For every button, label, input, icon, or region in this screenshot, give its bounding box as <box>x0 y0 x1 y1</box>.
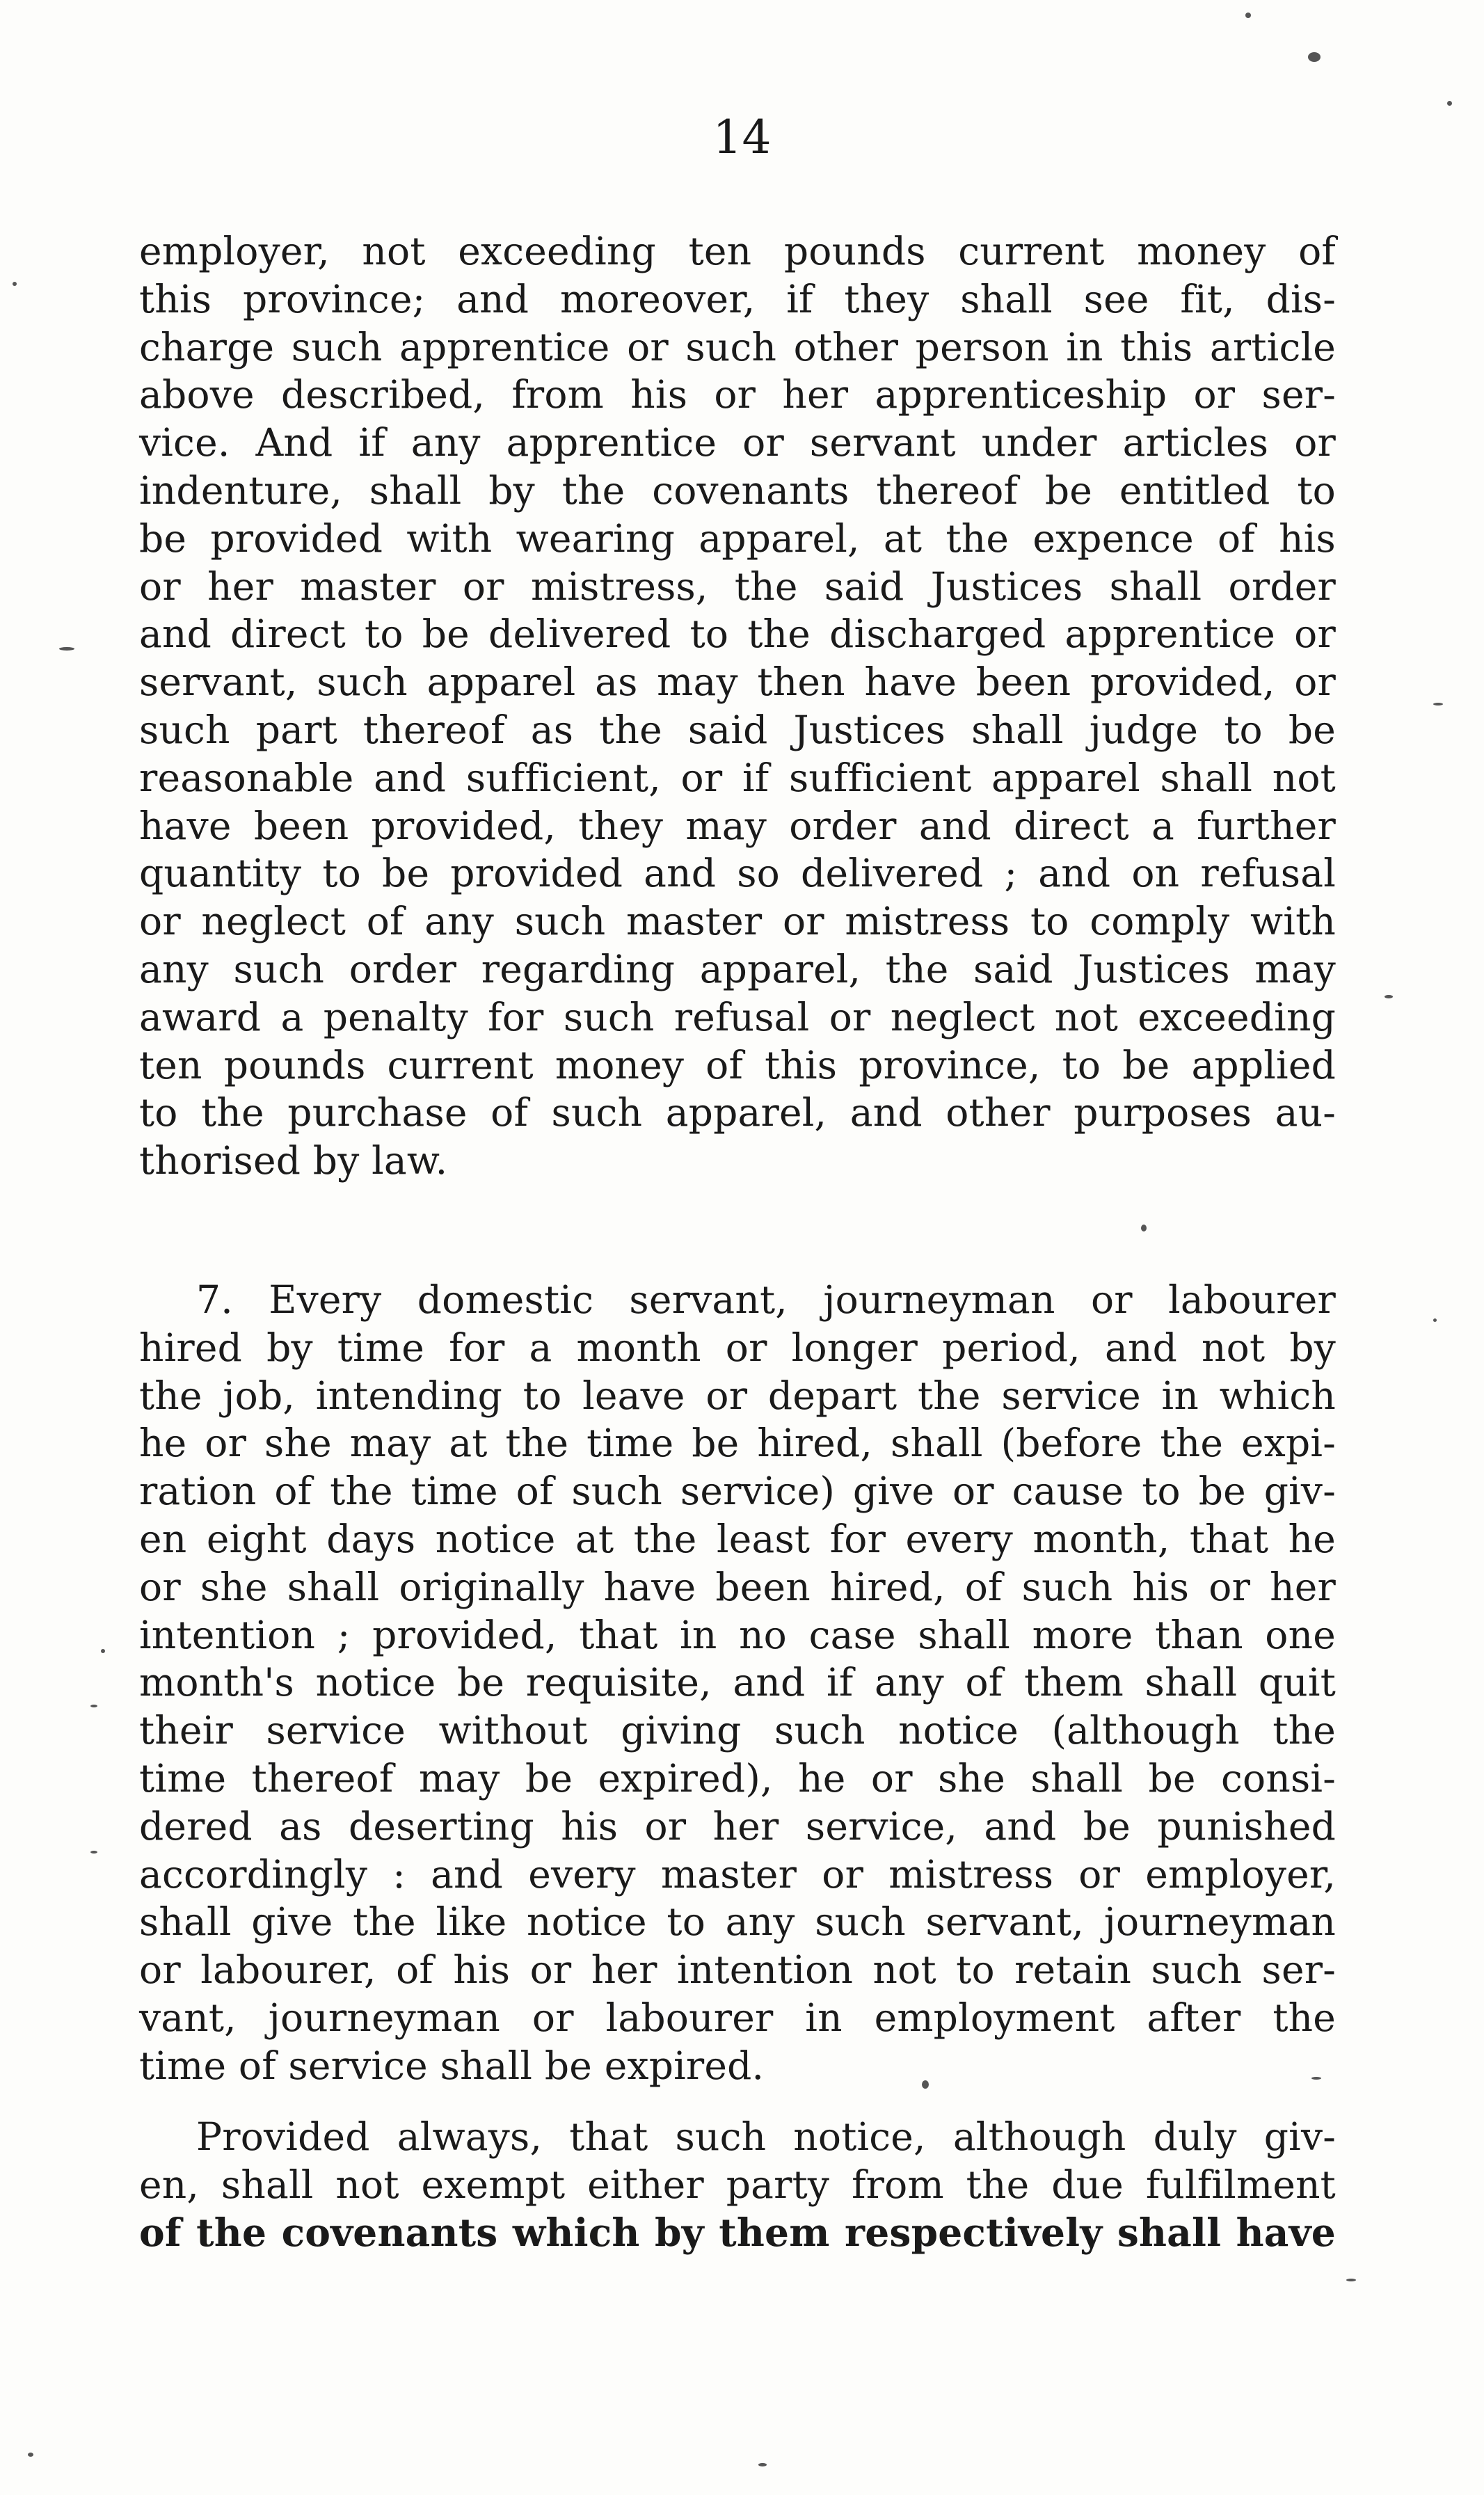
scan-speck <box>28 2453 33 2457</box>
text-line: and direct to be delivered to the discharged apprentice or <box>139 612 1336 657</box>
scan-speck <box>1433 703 1443 706</box>
scan-speck <box>59 647 74 651</box>
scan-speck <box>1433 1318 1437 1322</box>
text-line: employer, not exceeding ten pounds current money of <box>139 229 1336 273</box>
scan-speck <box>1308 52 1321 62</box>
text-line: accordingly : and every master or mistress or employer, <box>139 1851 1336 1897</box>
text-line: or her master or mistress, the said Justices shall order <box>139 564 1336 609</box>
text-line: en eight days notice at the least for every month, that he <box>139 1516 1336 1561</box>
text-line: or neglect of any such master or mistress to comply with <box>139 899 1336 944</box>
text-line: vice. And if any apprentice or servant under articles or <box>139 420 1336 465</box>
scan-speck <box>1141 1225 1147 1231</box>
text-line: dered as deserting his or her service, and be punished <box>139 1803 1336 1849</box>
text-line: this province; and moreover, if they shall see fit, dis- <box>139 276 1336 321</box>
text-line: be provided with wearing apparel, at the expence of his <box>139 516 1336 561</box>
text-line: quantity to be provided and so delivered ; and on refusal <box>139 851 1336 896</box>
text-line: to the purchase of such apparel, and other purposes au- <box>139 1090 1336 1135</box>
scan-speck <box>1447 101 1452 106</box>
scan-speck <box>13 282 17 286</box>
page-number: 14 <box>712 111 772 164</box>
scan-speck <box>1245 13 1251 18</box>
scan-speck <box>90 1705 97 1707</box>
scan-speck <box>101 1649 105 1653</box>
text-line: of the covenants which by them respectively shall have <box>139 2209 1336 2255</box>
paragraph-section-7 <box>139 1276 1336 2090</box>
text-line: their service without giving such notice (although the <box>139 1708 1336 1753</box>
text-line: servant, such apparel as may then have been provided, or <box>139 660 1336 705</box>
text-line: indenture, shall by the covenants thereof be entitled to <box>139 468 1336 513</box>
scan-speck <box>758 2463 767 2466</box>
text-line: such part thereof as the said Justices shall judge to be <box>139 707 1336 752</box>
text-line: hired by time for a month or longer period, and not by <box>139 1325 1336 1370</box>
text-line: reasonable and sufficient, or if sufficient apparel shall not <box>139 755 1336 800</box>
scan-speck <box>1311 2077 1321 2080</box>
paragraph-proviso <box>139 2113 1336 2256</box>
paragraph-continuation <box>139 228 1336 1185</box>
text-line: charge such apprentice or such other person in this article <box>139 324 1336 369</box>
scan-speck <box>90 1851 97 1854</box>
text-line: have been provided, they may order and direct a further <box>139 803 1336 848</box>
text-line: the job, intending to leave or depart the service in which <box>139 1373 1336 1418</box>
text-line: en, shall not exempt either party from the due fulfilment <box>139 2162 1336 2207</box>
text-line: intention ; provided, that in no case shall more than one <box>139 1612 1336 1657</box>
text-line: ten pounds current money of this province, to be applied <box>139 1042 1336 1087</box>
text-line: award a penalty for such refusal or neglect not exceeding <box>139 994 1336 1039</box>
text-line: above described, from his or her apprenticeship or ser- <box>139 372 1336 417</box>
scan-speck <box>1346 2279 1356 2281</box>
text-line: Provided always, that such notice, although duly giv- <box>196 2114 1336 2159</box>
text-line: thorised by law. <box>139 1138 448 1183</box>
text-line: or labourer, of his or her intention not to retain such ser- <box>139 1947 1336 1993</box>
text-line: month's notice be requisite, and if any of them shall quit <box>139 1660 1336 1705</box>
text-line: any such order regarding apparel, the said Justices may <box>139 946 1336 991</box>
text-line: time of service shall be expired. <box>139 2043 765 2088</box>
text-line: 7. Every domestic servant, journeyman or labourer <box>196 1277 1336 1322</box>
scan-speck <box>922 2080 929 2089</box>
text-line: ration of the time of such service) give or cause to be giv- <box>139 1469 1336 1514</box>
text-line: or she shall originally have been hired, of such his or her <box>139 1564 1336 1609</box>
scan-speck <box>1385 995 1393 998</box>
text-line: vant, journeyman or labourer in employment after the <box>139 1995 1336 2040</box>
text-line: he or she may at the time be hired, shall (before the expi- <box>139 1421 1336 1466</box>
text-line: shall give the like notice to any such servant, journeyman <box>139 1899 1336 1945</box>
text-line: time thereof may be expired), he or she shall be consi- <box>139 1755 1336 1801</box>
